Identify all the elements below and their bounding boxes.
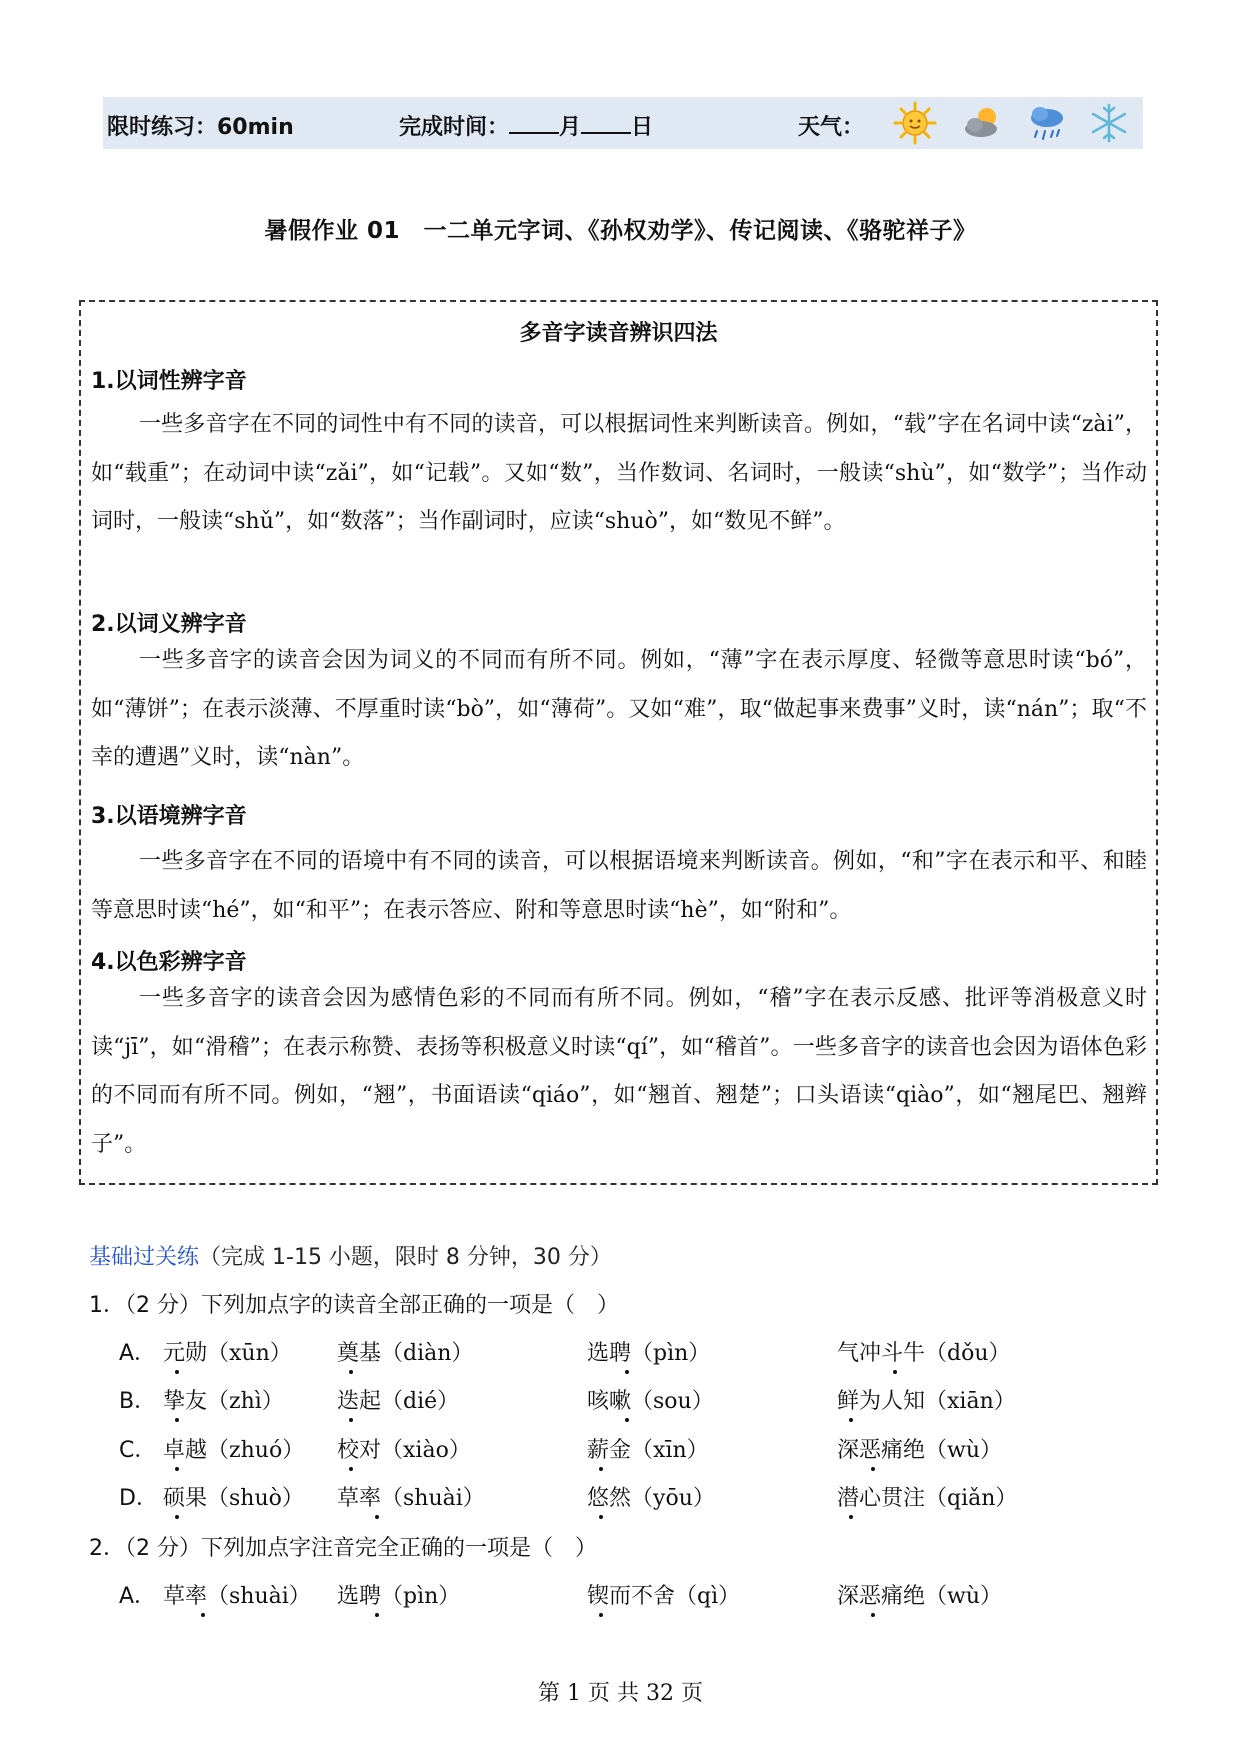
section-heading-2: 2.以词义辨字音 — [91, 612, 247, 637]
option-item: 深恶痛绝（wù） — [837, 1438, 1003, 1463]
option-item: 卓越（zhuó） — [163, 1438, 305, 1463]
finish-time — [399, 110, 653, 141]
section-heading-3: 3.以语境辨字音 — [91, 804, 247, 829]
emphasis-dot — [893, 1370, 897, 1374]
emphasis-dot — [599, 1467, 603, 1471]
option-item: 迭起（dié） — [337, 1389, 460, 1414]
snowflake-icon[interactable] — [1087, 101, 1131, 145]
option-item: 元勋（xūn） — [163, 1341, 292, 1366]
option-item: 选聘（pìn） — [587, 1341, 711, 1366]
page-title: 暑假作业 01 一二单元字词、《孙权劝学》、传记阅读、《骆驼祥子》 — [264, 218, 977, 244]
emphasis-dot — [349, 1370, 353, 1374]
emphasis-dot — [175, 1418, 179, 1422]
option-letter: C． — [119, 1438, 157, 1463]
option-item: 潜心贯注（qiǎn） — [837, 1486, 1018, 1511]
question-2-stem: 2．（2 分）下列加点字注音完全正确的一项是（ ） — [89, 1536, 597, 1561]
emphasis-dot — [849, 1515, 853, 1519]
option-item: 咳嗽（sou） — [587, 1389, 714, 1414]
option-item: 挚友（zhì） — [163, 1389, 284, 1414]
option-letter: B． — [119, 1389, 157, 1414]
option-item: 鲜为人知（xiān） — [837, 1389, 1016, 1414]
section-text-3: 一些多音字在不同的语境中有不同的读音，可以根据语境来判断读音。例如，“和”字在表示和平、和睦等意思时读“hé”，如“和平”；在表示答应、附和等意思时读“hè”，如“附和”。 — [91, 849, 1147, 923]
emphasis-dot — [849, 1418, 853, 1422]
emphasis-dot — [625, 1370, 629, 1374]
option-item: 选聘（pìn） — [337, 1584, 461, 1609]
emphasis-dot — [375, 1515, 379, 1519]
partly-cloudy-icon[interactable] — [961, 101, 1005, 145]
option-letter: A． — [119, 1341, 157, 1366]
question-1-stem: 1．（2 分）下列加点字的读音全部正确的一项是（ ） — [89, 1293, 619, 1318]
finish-label: 完成时间： — [399, 115, 510, 140]
emphasis-dot — [175, 1370, 179, 1374]
practice-heading — [89, 1240, 612, 1271]
emphasis-dot — [871, 1467, 875, 1471]
emphasis-dot — [201, 1613, 205, 1617]
time-limit: 限时练习：60min — [107, 115, 294, 140]
option-letter: A． — [119, 1584, 157, 1609]
rain-icon[interactable] — [1025, 101, 1069, 145]
box-title: 多音字读音辨识四法 — [519, 321, 718, 346]
emphasis-dot — [599, 1515, 603, 1519]
month-label: 月 — [559, 115, 582, 140]
emphasis-dot — [175, 1467, 179, 1471]
emphasis-dot — [599, 1613, 603, 1617]
practice-label: 基础过关练 — [89, 1245, 200, 1270]
option-letter: D． — [119, 1486, 158, 1511]
section-text-1: 一些多音字在不同的词性中有不同的读音，可以根据词性来判断读音。例如，“载”字在名词中读“zài”，如“载重”；在动词中读“zǎi”，如“记载”。又如“数”，当作数词、名词时，一般读“shù”，如“数学”；当作动词时，一般读“shǔ”，如“数落”；当作副词时，应读“shuò”，如“数见不鲜”。 — [91, 412, 1147, 534]
emphasis-dot — [625, 1418, 629, 1422]
option-item: 草率（shuài） — [337, 1486, 485, 1511]
day-blank[interactable] — [581, 112, 631, 134]
option-item: 校对（xiào） — [337, 1438, 471, 1463]
section-heading-1: 1.以词性辨字音 — [91, 369, 247, 394]
polyphone-tips-box — [79, 300, 1158, 1185]
option-item: 薪金（xīn） — [587, 1438, 709, 1463]
emphasis-dot — [871, 1613, 875, 1617]
section-text-2: 一些多音字的读音会因为词义的不同而有所不同。例如，“薄”字在表示厚度、轻微等意思时读“bó”，如“薄饼”；在表示淡薄、不厚重时读“bò”，如“薄荷”。又如“难”，取“做起事来费事”义时，读“nán”；取“不幸的遭遇”义时，读“nàn”。 — [91, 648, 1147, 770]
option-item: 草率（shuài） — [163, 1584, 311, 1609]
option-item: 奠基（diàn） — [337, 1341, 474, 1366]
practice-note: （完成 1-15 小题，限时 8 分钟，30 分） — [199, 1245, 612, 1270]
month-blank[interactable] — [509, 112, 559, 134]
emphasis-dot — [375, 1613, 379, 1617]
emphasis-dot — [349, 1467, 353, 1471]
header-bar — [103, 97, 1143, 149]
page-footer: 第 1 页 共 32 页 — [538, 1681, 703, 1706]
sun-icon[interactable] — [893, 101, 937, 145]
option-item: 深恶痛绝（wù） — [837, 1584, 1003, 1609]
section-text-4: 一些多音字的读音会因为感情色彩的不同而有所不同。例如，“稽”字在表示反感、批评等消极意义时读“jī”，如“滑稽”；在表示称赞、表扬等积极意义时读“qí”，如“稽首”。一些多音字的读音也会因为语体色彩的不同而有所不同。例如，“翘”，书面语读“qiáo”，如“翘首、翘楚”；口头语读“qiào”，如“翘尾巴、翘辫子”。 — [91, 986, 1147, 1157]
weather-label: 天气： — [798, 115, 865, 140]
option-item: 硕果（shuò） — [163, 1486, 304, 1511]
option-item: 悠然（yōu） — [587, 1486, 715, 1511]
day-label: 日 — [631, 115, 654, 140]
section-heading-4: 4.以色彩辨字音 — [91, 950, 247, 975]
option-item: 气冲斗牛（dǒu） — [837, 1341, 1011, 1366]
option-item: 锲而不舍（qì） — [587, 1584, 741, 1609]
emphasis-dot — [175, 1515, 179, 1519]
emphasis-dot — [349, 1418, 353, 1422]
